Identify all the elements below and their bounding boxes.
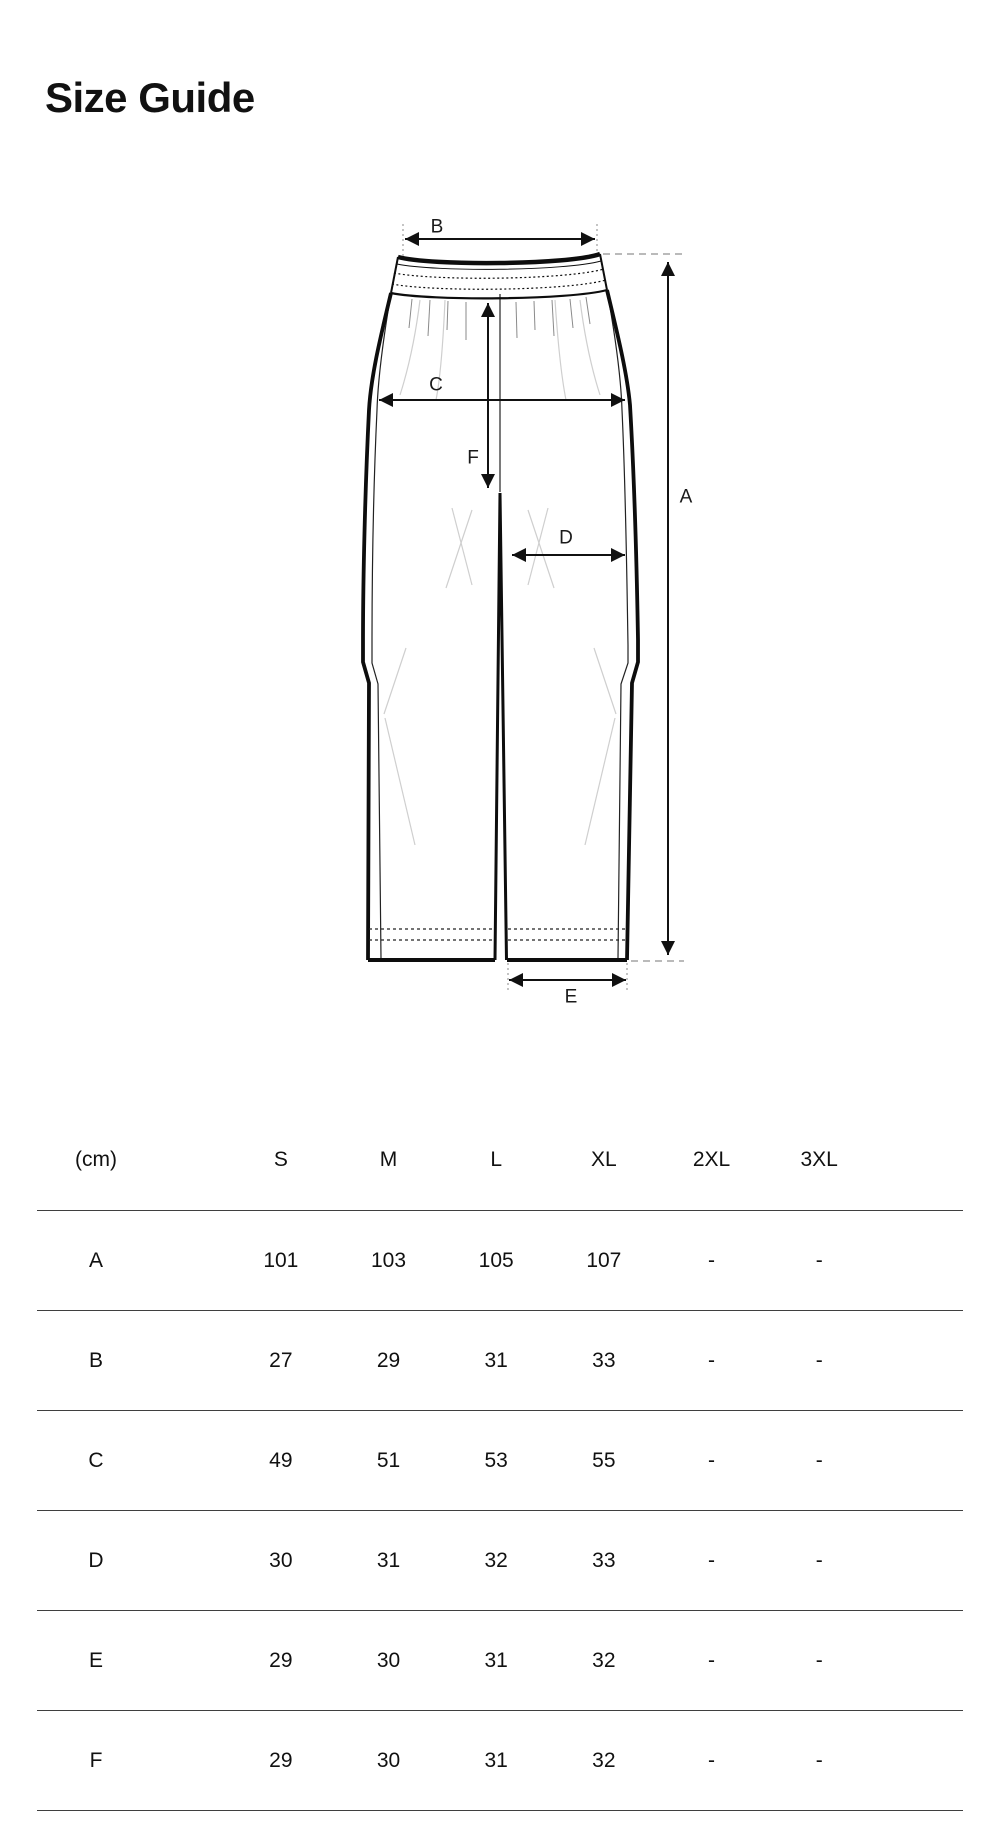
cell-value: - xyxy=(815,1248,823,1272)
row-label: C xyxy=(88,1448,104,1472)
size-table xyxy=(37,1110,963,1811)
page-title: Size Guide xyxy=(45,74,255,121)
cell-value: 31 xyxy=(376,1548,401,1572)
cell-value: 32 xyxy=(592,1648,616,1672)
cell-value: 31 xyxy=(484,1748,508,1772)
cell-value: 33 xyxy=(592,1548,616,1572)
cell-value: 31 xyxy=(484,1348,508,1372)
row-label: D xyxy=(88,1548,104,1572)
measurement-label-b: B xyxy=(430,216,444,238)
cell-value: - xyxy=(815,1548,823,1572)
col-header-m: M xyxy=(379,1148,398,1171)
cell-value: 103 xyxy=(370,1248,407,1272)
col-header-2xl: 2XL xyxy=(692,1148,731,1171)
table-row-f xyxy=(37,1711,963,1811)
measurement-label-f: F xyxy=(467,447,479,469)
table-row-a xyxy=(37,1211,963,1311)
cell-value: 29 xyxy=(269,1748,293,1772)
row-label: A xyxy=(88,1248,103,1272)
measurement-label-a: A xyxy=(679,486,693,508)
cell-value: - xyxy=(815,1748,823,1772)
cell-value: 30 xyxy=(376,1748,401,1772)
cell-value: - xyxy=(708,1448,716,1472)
cell-value: 32 xyxy=(592,1748,616,1772)
cell-value: 30 xyxy=(269,1548,293,1572)
cell-value: 29 xyxy=(269,1648,293,1672)
cell-value: - xyxy=(708,1348,716,1372)
col-header-3xl: 3XL xyxy=(800,1148,838,1171)
col-header-s: S xyxy=(273,1148,288,1171)
row-label: E xyxy=(88,1648,103,1672)
cell-value: 30 xyxy=(376,1648,401,1672)
table-row-d xyxy=(37,1511,963,1611)
cell-value: 33 xyxy=(592,1348,616,1372)
cell-value: - xyxy=(708,1248,716,1272)
cell-value: - xyxy=(708,1648,716,1672)
cell-value: 101 xyxy=(263,1248,299,1272)
cell-value: - xyxy=(708,1748,716,1772)
row-label: F xyxy=(89,1748,103,1772)
cell-value: 53 xyxy=(484,1448,508,1472)
measurement-label-c: C xyxy=(429,374,443,396)
cell-value: 49 xyxy=(269,1448,293,1472)
cell-value: 55 xyxy=(592,1448,616,1472)
cell-value: 31 xyxy=(484,1648,508,1672)
col-header-xl: XL xyxy=(591,1148,617,1171)
cell-value: 105 xyxy=(478,1248,514,1272)
cell-value: - xyxy=(708,1548,716,1572)
cell-value: - xyxy=(815,1448,823,1472)
table-row-c xyxy=(37,1411,963,1511)
cell-value: 27 xyxy=(269,1348,293,1372)
cell-value: - xyxy=(815,1648,823,1672)
cell-value: - xyxy=(815,1348,823,1372)
cell-value: 32 xyxy=(484,1548,508,1572)
cell-value: 29 xyxy=(376,1348,401,1372)
table-row-e xyxy=(37,1611,963,1711)
row-label: B xyxy=(88,1348,103,1372)
table-row-b xyxy=(37,1311,963,1411)
size-table-header-row xyxy=(37,1110,963,1211)
col-header-l: L xyxy=(490,1148,503,1171)
measurement-label-e: E xyxy=(564,986,578,1008)
unit-label: (cm) xyxy=(75,1148,117,1171)
measurement-label-d: D xyxy=(559,527,573,549)
cell-value: 51 xyxy=(376,1448,401,1472)
cell-value: 107 xyxy=(586,1248,622,1272)
